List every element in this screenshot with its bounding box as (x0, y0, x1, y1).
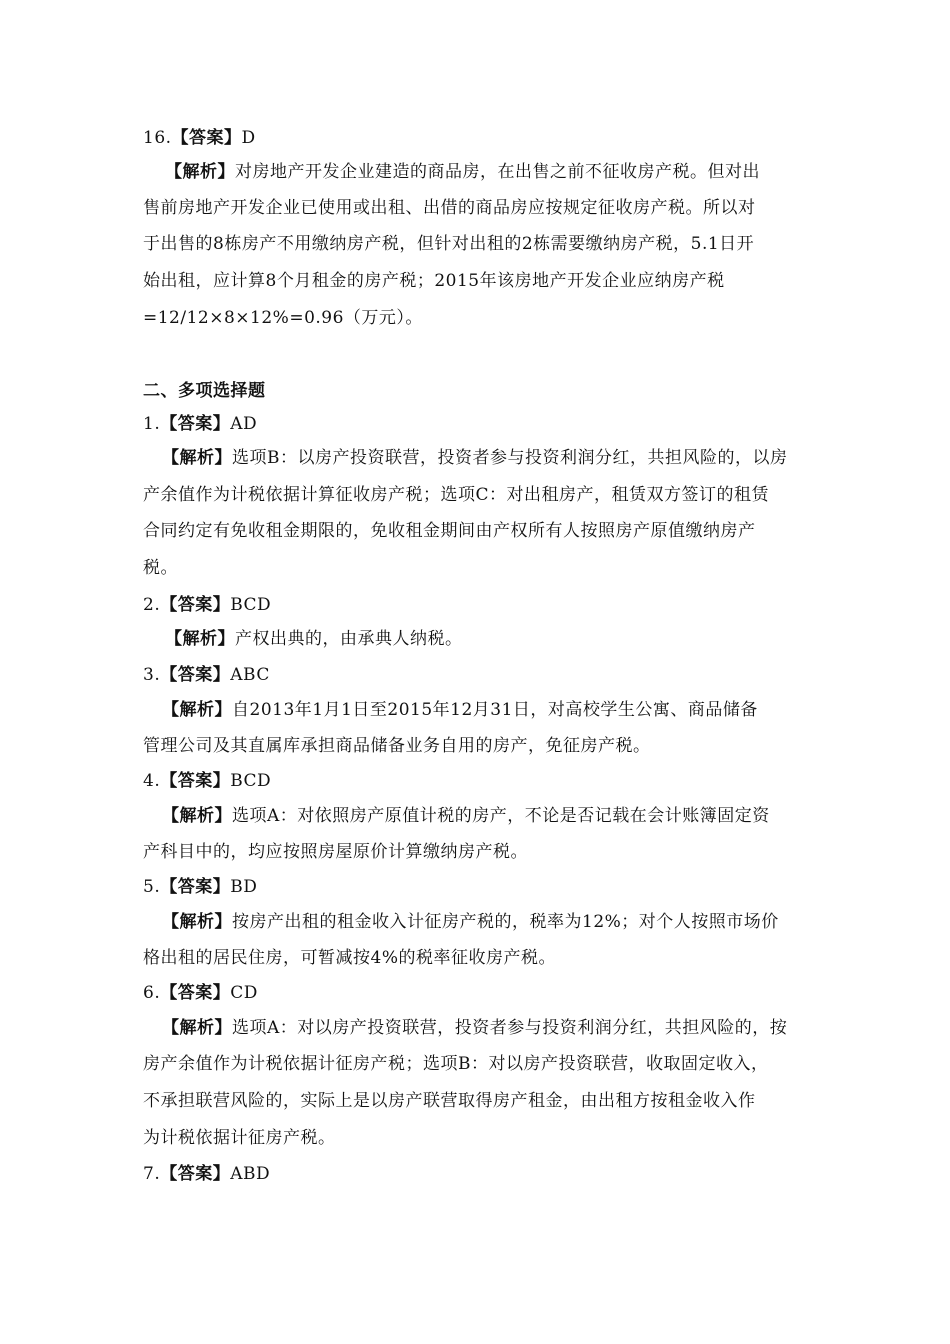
explanation-line: 【解析】产权出典的，由承典人纳税。 (165, 629, 463, 649)
explanation-line: 产余值作为计税依据计算征收房产税；选项C：对出租房产，租赁双方签订的租赁 (143, 485, 770, 505)
explanation-line: 为计税依据计征房产税。 (143, 1128, 336, 1148)
answer-line-6: 6.【答案】CD (143, 983, 258, 1003)
answer-line-16: 16.【答案】D (143, 128, 256, 148)
explanation-line: 合同约定有免收租金期限的，免收租金期间由产权所有人按照房产原值缴纳房产 (143, 521, 756, 541)
explanation-line: 不承担联营风险的，实际上是以房产联营取得房产租金，由出租方按租金收入作 (143, 1091, 756, 1111)
explanation-line: 【解析】选项A：对以房产投资联营，投资者参与投资利润分红，共担风险的，按 (162, 1018, 788, 1038)
explanation-line: 【解析】按房产出租的租金收入计征房产税的，税率为12%；对个人按照市场价 (162, 912, 779, 932)
answer-line-1: 1.【答案】AD (143, 414, 258, 434)
section-heading: 二、多项选择题 (143, 381, 266, 401)
explanation-line: 管理公司及其直属库承担商品储备业务自用的房产，免征房产税。 (143, 736, 651, 756)
explanation-line: 【解析】选项A：对依照房产原值计税的房产，不论是否记载在会计账簿固定资 (162, 806, 770, 826)
explanation-line: 产科目中的，均应按照房屋原价计算缴纳房产税。 (143, 842, 528, 862)
answer-line-5: 5.【答案】BD (143, 877, 258, 897)
explanation-line: 税。 (143, 558, 178, 578)
explanation-line: 售前房地产开发企业已使用或出租、出借的商品房应按规定征收房产税。所以对 (143, 198, 756, 218)
answer-line-2: 2.【答案】BCD (143, 595, 272, 615)
explanation-line: 【解析】自2013年1月1日至2015年12月31日，对高校学生公寓、商品储备 (162, 700, 758, 720)
explanation-line: 始出租，应计算8个月租金的房产税；2015年该房地产开发企业应纳房产税 (143, 271, 725, 291)
answer-line-4: 4.【答案】BCD (143, 771, 272, 791)
answer-line-7: 7.【答案】ABD (143, 1164, 271, 1184)
explanation-line: 【解析】对房地产开发企业建造的商品房，在出售之前不征收房产税。但对出 (165, 162, 760, 182)
answer-line-3: 3.【答案】ABC (143, 665, 270, 685)
explanation-line: =12/12×8×12%=0.96（万元）。 (143, 308, 423, 328)
explanation-line: 于出售的8栋房产不用缴纳房产税，但针对出租的2栋需要缴纳房产税，5.1日开 (143, 234, 755, 254)
explanation-line: 格出租的居民住房，可暂减按4%的税率征收房产税。 (143, 948, 556, 968)
explanation-line: 【解析】选项B：以房产投资联营，投资者参与投资利润分红，共担风险的，以房 (162, 448, 788, 468)
explanation-line: 房产余值作为计税依据计征房产税；选项B：对以房产投资联营，收取固定收入， (143, 1054, 769, 1074)
